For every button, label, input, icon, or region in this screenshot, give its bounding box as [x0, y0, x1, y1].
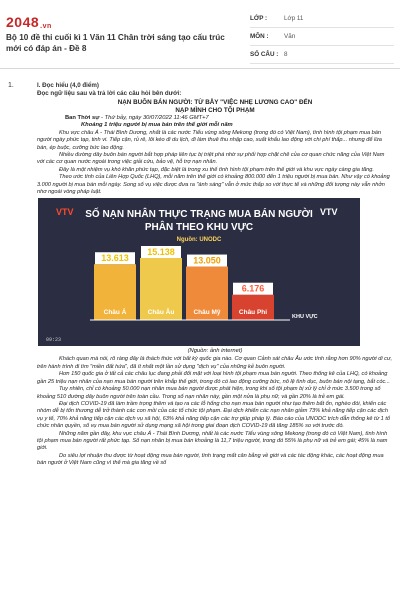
value-label-2: 13.050 [193, 256, 221, 267]
question-number: 1. [8, 82, 14, 89]
category-label-0: Châu Á [103, 309, 127, 317]
chart-title-line-2: PHÂN THEO KHU VỰC [144, 222, 254, 234]
site-logo[interactable] [6, 14, 52, 30]
meta-key: LỚP : [250, 15, 268, 22]
paragraph: Theo ước tính của Liên Hợp Quốc (LHQ), mỗi năm trên thế giới có khoảng 800.000 đến 1 triệu người bị mua bán. Như vậy có khoảng 3.000 người bị mua bán mỗi ngày. Song số vụ việc được đưa ra "ánh sáng" vẫn ở mức thấp so với thực tế và những đối tượng này vẫn nhởn nhơ ngoài vòng pháp luật. [37, 174, 390, 196]
meta-row-subject [250, 28, 394, 46]
paragraph: Khu vực châu Á - Thái Bình Dương, nhất là các nước Tiểu vùng sông Mekong (trong đó có Việt Nam), tình hình tội phạm mua bán người ngày phức tạp, tinh vi. Tiếp cận, rủ rê, lôi kéo đi du lịch, đi làm thuê thu nhập cao, xuất khẩu lao động với chi phí thấp... nhưng để lừa bán, ép buộc, cưỡng bức lao động. [37, 129, 382, 151]
meta-value: Lớp 11 [284, 15, 304, 22]
broadcaster-logo-right: VTV [320, 207, 338, 218]
value-label-1: 15.138 [147, 247, 175, 258]
video-timestamp: 09:23 [46, 337, 62, 344]
section-title: I. Đọc hiểu (4,0 điểm) [37, 82, 99, 89]
category-label-2: Châu Mỹ [193, 309, 221, 317]
section-instruction: Đọc ngữ liệu sau và trả lời các câu hỏi bên dưới: [37, 90, 182, 97]
broadcaster-logo: VTV [56, 207, 74, 218]
meta-row-count [250, 46, 394, 64]
paragraph: Những năm gần đây, khu vực châu Á - Thái Bình Dương, nhất là các nước Tiểu vùng sông Mekong (trong đó có Việt Nam), tình hình tội phạm mua bán người rất phức tạp. Số nạn nhân bị mua bán khoảng là 11,7 triệu người, trong đó 55% là phụ nữ và trẻ em gái; 45% là nam giới. [37, 430, 388, 452]
meta-panel [250, 10, 394, 64]
question-content [0, 74, 400, 600]
paragraph: Nhiều đường dây buôn bán người bắt hợp pháp liên tục bị triệt phá nhờ sự phối hợp chặt chẽ của cơ quan chức năng của Việt Nam với các cơ quan nước ngoài trong việc giải cứu, bảo vệ, hỗ trợ nạn nhân. [37, 152, 385, 166]
page-header [0, 0, 400, 69]
article-subheading: Khoảng 1 triệu người bị mua bán trên thế giới mỗi năm [81, 122, 233, 129]
logo-text: 2048 [6, 14, 40, 30]
chart-source: Nguồn: UNODC [176, 237, 222, 244]
paragraph: Khách quan mà nói, rõ ràng đây là thách thức với bất kỳ quốc gia nào. Cơ quan Cảnh sát châu Âu ước tính rằng hơn 90% người di cư, trên hành trình đi tìm "miền đất hứa", đã ít nhất một lần sử dụng "dịch vụ" của những kẻ buôn người. [37, 356, 393, 370]
article-title-line-2: NẠP MÌNH CHO TỘI PHẠM [175, 107, 255, 114]
chart-image [38, 198, 360, 346]
logo-suffix: .vn [40, 23, 52, 30]
bar-3 [232, 295, 274, 320]
author-date: - Thứ bảy, ngày 30/07/2022 11:46 GMT+7 [99, 115, 209, 121]
paragraph: Do siêu lợi nhuận thu được từ hoạt động mua bán người, tình trạng mất cân bằng về giới và các tác động khác, các hoạt động mua bán người ở Việt Nam cũng vì thế mà gia tăng về số [37, 452, 384, 467]
document-title: Bộ 10 đề thi cuối kì 1 Văn 11 Chân trời sáng tạo cấu trúc mới có đáp án - Đề 8 [6, 33, 225, 53]
chart-title-line-1: SỐ NẠN NHÂN THỰC TRẠNG MUA BÁN NGƯỜI [85, 209, 313, 221]
paragraph: Đây là một nhiệm vụ khó khăn phức tạp, đặc biệt là trong xu thế tình hình tội phạm trên thế giới và khu vực ngày càng gia tăng. [59, 166, 374, 173]
paragraph: Đại dịch COVID-19 đã làm trầm trọng thêm và tạo ra các lỗ hổng cho nạn mua bán người như tạo thêm bất ổn, nghèo đói, khiến các nhóm dễ bị tổn thương dễ trở thành các con mồi của các tổ chức tội phạm. Đại dịch khiến các nạn nhân giảm 73% khả năng tiếp cận các dịch vụ y tế, 70% khả năng tiếp cận các dịch vụ xã hội, 63% khả năng tiếp cận các trợ giúp pháp lý. Báo cáo của UNODC trích dẫn thống kê từ 1 tổ chức nhân quyền, số vụ mua bán người sử dụng mạng xã hội trong giai đoạn dịch COVID-19 đã tăng 185% so với trước đó. [37, 400, 391, 430]
image-caption: (Nguồn: ảnh internet) [187, 348, 243, 355]
meta-value: 8 [284, 51, 288, 58]
article-title-line-1: NẠN BUÔN BÁN NGƯỜI: TỪ BẪY "VIỆC NHẸ LƯƠNG CAO" ĐẾN [117, 99, 313, 106]
x-axis-label: KHU VỰC [292, 314, 318, 321]
reading-section [37, 82, 393, 468]
meta-key: SỐ CÂU : [250, 51, 279, 58]
meta-row-class [250, 10, 394, 28]
paragraph: Tuy nhiên, chỉ có khoảng 50.000 nạn nhân mua bán người được phát hiện, trong khi số tội phạm bị xử lý chỉ ở mức 3.500 trong số khoảng 510 đường dây buôn người trên toàn cầu. Trong số nạn nhân này, gần một nửa là phụ nữ, và gần 20% là trẻ em gái. [37, 386, 381, 400]
bar-chart [38, 198, 360, 346]
meta-value: Văn [284, 33, 296, 40]
value-label-0: 13.613 [101, 253, 129, 264]
value-label-3: 6.176 [241, 284, 265, 295]
author-name: Ban Thời sự [65, 115, 100, 121]
paragraph: Hơn 150 quốc gia ở tất cả các châu lục đang phải đối mặt với loại hình tội phạm mua bán người. Theo thống kê của LHQ, có khoảng gần 25 triệu nạn nhân của nạn mua bán người trên khắp thế giới, trong đó có lao động cưỡng bức, nô lệ tình dục, buôn bán nội tạng, bắt cóc... [37, 371, 390, 385]
category-label-3: Châu Phi [238, 309, 268, 317]
category-label-1: Châu Âu [147, 309, 175, 317]
meta-key: MÔN : [250, 33, 269, 40]
